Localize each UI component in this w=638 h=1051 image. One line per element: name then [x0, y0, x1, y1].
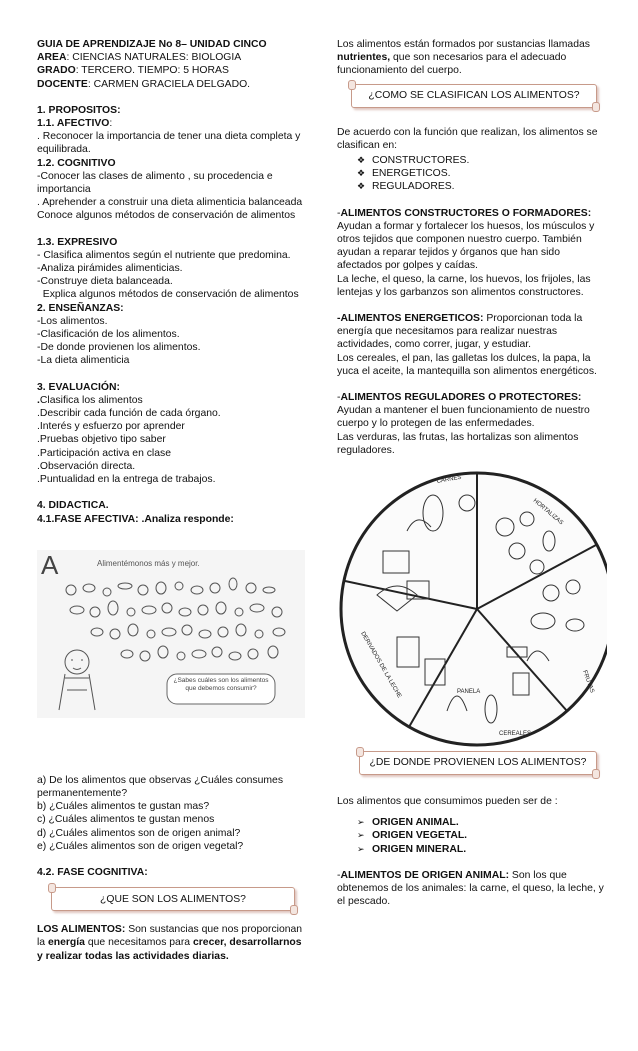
- diamond-bullet-icon: ❖: [357, 155, 366, 166]
- evaluacion-item: .Interés y esfuerzo por aprender: [37, 421, 185, 433]
- wheel-label-panela: PANELA: [457, 689, 481, 696]
- energeticos-text: Proporcionan toda la energía que necesitamos para realizar nuestras actividades, como correr, jugar, y estudiar.: [337, 313, 583, 351]
- list-item: [357, 154, 607, 167]
- illustration-letter: A: [41, 549, 59, 580]
- wheel-label-derivados: DERIVADOS DE LA LECHE: [359, 631, 403, 700]
- intro-part: que son necesarios para el adecuado funcionamiento del cuerpo.: [337, 52, 567, 77]
- scroll-banner-text: ¿DE DONDE PROVIENEN LOS ALIMENTOS?: [369, 757, 587, 769]
- ensenanzas-heading: 2. ENSEÑANZAS:: [37, 302, 124, 314]
- food-wheel-drawing: [337, 461, 607, 749]
- list-item: [357, 829, 607, 842]
- def-term: LOS ALIMENTOS:: [37, 924, 126, 936]
- arrow-bullet-icon: ➢: [357, 817, 365, 828]
- origen-list: [357, 816, 607, 856]
- evaluacion-item: .Participación activa en clase: [37, 447, 171, 459]
- illustration-title: Alimentémonos más y mejor.: [97, 558, 200, 568]
- ensenanzas-item: -De donde provienen los alimentos.: [37, 342, 201, 354]
- grado-label: GRADO: [37, 65, 76, 77]
- docente-value: : CARMEN GRACIELA DELGADO.: [87, 78, 251, 90]
- wheel-label-cereales: CEREALES: [499, 731, 532, 738]
- expresivo-item: - Clasifica alimentos según el nutriente que predomina.: [37, 249, 291, 261]
- list-item: [357, 167, 607, 180]
- expresivo-heading: 1.3. EXPRESIVO: [37, 236, 118, 248]
- propositos-heading: 1. PROPOSITOS:: [37, 104, 121, 116]
- def-text: que necesitamos para: [84, 937, 193, 949]
- afectivo-heading: 1.1. AFECTIVO: [37, 118, 110, 130]
- area-label: AREA: [37, 52, 67, 64]
- def-energia: energía: [47, 937, 85, 949]
- origen-text: Los alimentos que consumimos pueden ser de :: [337, 796, 558, 808]
- illustration-bubble: ¿Sabes cuáles son los alimentos que debemos consumir?: [173, 676, 269, 692]
- clase-label: REGULADORES.: [372, 181, 455, 193]
- intro-part: Los alimentos están formados por sustancias llamadas: [337, 39, 590, 50]
- expresivo-item: -Construye dieta balanceada.: [37, 276, 173, 288]
- diamond-bullet-icon: ❖: [357, 181, 366, 192]
- scroll-banner-text: ¿QUE SON LOS ALIMENTOS?: [100, 893, 246, 905]
- constructores-text2: La leche, el queso, la carne, los huevos, los frijoles, las lentejas y los garbanzos son alimentos constructores.: [337, 273, 591, 298]
- scroll-banner-clasifican: [351, 84, 597, 108]
- food-illustration-drawing: [37, 550, 305, 718]
- cognitivo-heading: 1.2. COGNITIVO: [37, 157, 116, 169]
- question-b: b) ¿Cuáles alimentos te gustan mas?: [37, 801, 210, 813]
- clases-list: [357, 154, 607, 194]
- fase-afectiva-heading: 4.1.FASE AFECTIVA: .Analiza responde:: [37, 513, 234, 525]
- ensenanzas-item: -Los alimentos.: [37, 315, 108, 327]
- intro-nutrientes: nutrientes,: [337, 52, 391, 64]
- list-item: [357, 843, 607, 856]
- animal-heading: ALIMENTOS DE ORIGEN ANIMAL:: [340, 869, 510, 881]
- reguladores-text: Ayudan a mantener el buen funcionamiento de nuestro cuerpo y lo protegen de las enfermedades.: [337, 405, 590, 430]
- question-c: c) ¿Cuáles alimentos te gustan menos: [37, 814, 215, 826]
- reguladores-heading: ALIMENTOS REGULADORES O PROTECTORES:: [340, 392, 582, 404]
- cognitivo-item: -Conocer las clases de alimento , su procedencia e importancia: [37, 170, 273, 196]
- evaluacion-item: .Pruebas objetivo tipo saber: [37, 434, 166, 446]
- afectivo-colon: :: [109, 118, 113, 130]
- scroll-banner-que-son: [51, 887, 295, 911]
- constructores-heading: ALIMENTOS CONSTRUCTORES O FORMADORES:: [340, 207, 592, 219]
- list-item: [357, 180, 607, 193]
- fase-cognitiva-heading: 4.2. FASE COGNITIVA:: [37, 866, 148, 878]
- funcion-text: De acuerdo con la función que realizan, los alimentos se clasifican en:: [337, 126, 598, 151]
- diamond-bullet-icon: ❖: [357, 168, 366, 179]
- expresivo-item: -Analiza pirámides alimenticias.: [37, 263, 183, 275]
- evaluacion-item: .Describir cada función de cada órgano.: [37, 408, 221, 420]
- animal-para: -ALIMENTOS DE ORIGEN ANIMAL: Son los que obtenemos de los animales: la carne, el queso, la leche, y el pescado.: [337, 869, 604, 908]
- cognitivo-item: Conoce algunos métodos de conservación de alimentos: [37, 210, 296, 222]
- origen-label: ORIGEN VEGETAL.: [372, 830, 468, 842]
- intro-text: [337, 38, 607, 78]
- header-block: [37, 38, 305, 91]
- question-d: d) ¿Cuáles alimentos son de origen animal?: [37, 827, 241, 839]
- energeticos-para: -ALIMENTOS ENERGETICOS: Proporcionan toda la energía que necesitamos para realizar nuestras actividades, como correr, jugar, y estudiar.: [337, 313, 583, 351]
- energeticos-text2: Los cereales, el pan, las galletas los dulces, la papa, la yuca el aceite, la mantequilla son alimentos energéticos.: [337, 352, 597, 377]
- wheel-label-hortalizas: HORTALIZAS: [531, 498, 565, 527]
- docente-label: DOCENTE: [37, 78, 88, 90]
- right-column: [337, 38, 607, 909]
- left-column: [37, 38, 305, 963]
- animal-text: Son los que obtenemos de los animales: la carne, el queso, la leche, y el pescado.: [337, 869, 604, 908]
- expresivo-item: Explica algunos métodos de conservación de alimentos: [37, 289, 299, 301]
- evaluacion-item: .Puntualidad en la entrega de trabajos.: [37, 474, 216, 486]
- ensenanzas-item: -Clasificación de los alimentos.: [37, 329, 180, 341]
- header-title: GUIA DE APRENDIZAJE No 8– UNIDAD CINCO: [37, 39, 267, 50]
- grado-value: : TERCERO. TIEMPO: 5 HORAS: [75, 65, 229, 77]
- question-a: a) De los alimentos que observas ¿Cuáles consumes permanentemente?: [37, 774, 284, 799]
- afectivo-text: . Reconocer la importancia de tener una dieta completa y equilibrada.: [37, 131, 301, 156]
- constructores-para: -ALIMENTOS CONSTRUCTORES O FORMADORES:: [337, 207, 592, 219]
- area-value: : CIENCIAS NATURALES: BIOLOGIA: [66, 52, 242, 64]
- scroll-banner-text: ¿COMO SE CLASIFICAN LOS ALIMENTOS?: [368, 90, 580, 101]
- origen-label: ORIGEN MINERAL.: [372, 843, 467, 855]
- food-illustration: [37, 550, 305, 718]
- clase-label: ENERGETICOS.: [372, 168, 451, 180]
- wheel-label-carnes: CARNES: [436, 474, 462, 486]
- ensenanzas-item: -La dieta alimenticia: [37, 355, 130, 367]
- evaluacion-dot: .: [37, 394, 40, 406]
- cognitivo-item: . Aprehender a construir una dieta alimenticia balanceada: [37, 197, 303, 209]
- arrow-bullet-icon: ➢: [357, 830, 365, 841]
- origen-label: ORIGEN ANIMAL.: [372, 817, 459, 829]
- scroll-banner-provienen: [359, 751, 597, 775]
- reguladores-para: -ALIMENTOS REGULADORES O PROTECTORES: Ayudan a mantener el buen funcionamiento de nuestro cuerpo y lo protegen de las enfermedades.: [337, 392, 590, 430]
- def-actions: crecer, desarrollarnos y realizar todas las actividades diarias.: [37, 937, 302, 962]
- list-item: [357, 816, 607, 829]
- evaluacion-item: .Observación directa.: [37, 460, 136, 472]
- alimentos-definition: [37, 923, 305, 963]
- energeticos-heading: ALIMENTOS ENERGETICOS:: [340, 313, 484, 325]
- reguladores-text2: Las verduras, las frutas, las hortalizas son alimentos reguladores.: [337, 431, 579, 456]
- food-wheel: [337, 461, 607, 749]
- wheel-label-frutas: FRUTAS: [581, 669, 595, 694]
- arrow-bullet-icon: ➢: [357, 843, 365, 854]
- didactica-heading: 4. DIDACTICA.: [37, 500, 109, 512]
- evaluacion-item: Clasifica los alimentos: [39, 394, 143, 406]
- def-text: Son sustancias que nos proporcionan la: [37, 924, 303, 949]
- clase-label: CONSTRUCTORES.: [372, 155, 470, 167]
- question-e: e) ¿Cuáles alimentos son de origen vegetal?: [37, 840, 244, 852]
- constructores-text: Ayudan a formar y fortalecer los huesos, los músculos y otros tejidos que componen nuestro cuerpo. También ayudan a reparar tejidos y órganos que han sido afectados por golpes y caídas.: [337, 220, 595, 272]
- evaluacion-heading: 3. EVALUACIÓN:: [37, 381, 120, 393]
